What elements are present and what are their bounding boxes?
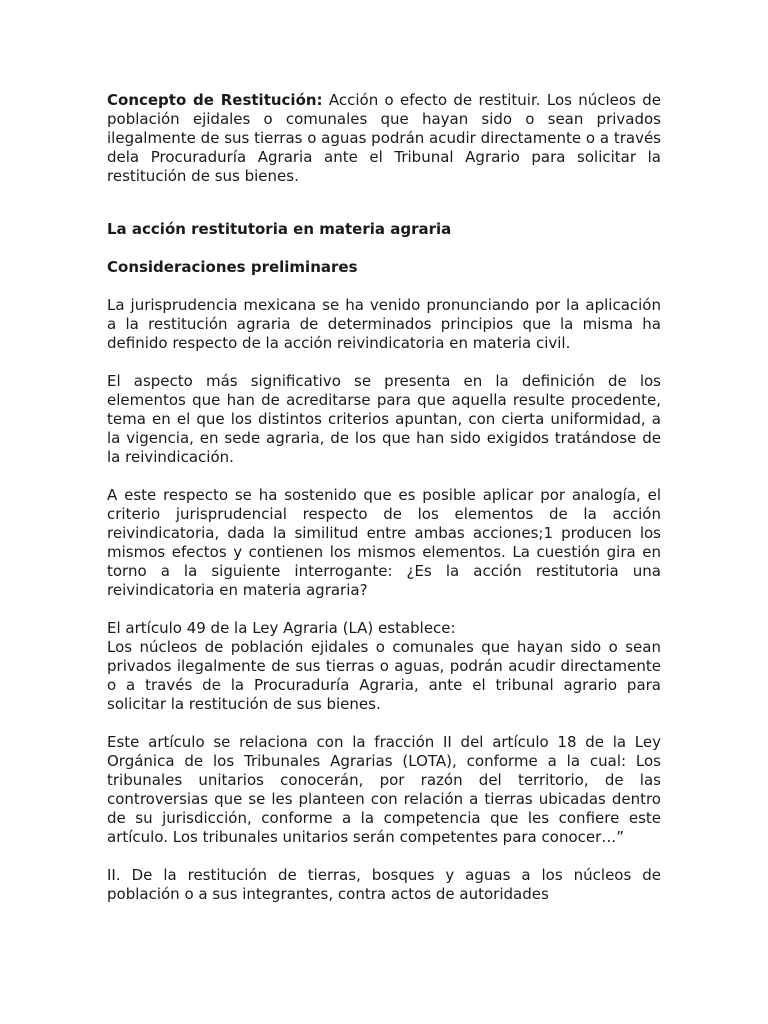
- intro-text: Acción o efecto de restituir. Los núcleos de población ejidales o comunales que hayan sido o sean privados ilegalmente de sus tierras o aguas podrán acudir directamente o a través dela Procuraduría Agraria ante el Tribunal Agrario para solicitar la restitución de sus bienes.: [107, 91, 661, 185]
- quoted-article: Los núcleos de población ejidales o comunales que hayan sido o sean privados ilegalmente de sus tierras o aguas, podrán acudir directamente o a través de la Procuraduría Agraria, ante el tribunal agrario para solicitar la restitución de sus bienes.: [107, 638, 661, 713]
- section-title: La acción restitutoria en materia agraria: [107, 220, 452, 238]
- intro-paragraph: [107, 91, 661, 186]
- paragraph: El aspecto más significativo se presenta en la definición de los elementos que han de acreditarse para que aquella resulte procedente, tema en el que los distintos criterios apuntan, con cierta uniformidad, a la vigencia, en sede agraria, de los que han sido exigidos tratándose de la reivindicación.: [107, 372, 661, 466]
- paragraph: A este respecto se ha sostenido que es posible aplicar por analogía, el criterio jurisprudencial respecto de los elementos de la acción reivindicatoria, dada la similitud entre ambas acciones;1 producen los mismos efectos y contienen los mismos elementos. La cuestión gira en torno a la siguiente interrogante: ¿Es la acción restitutoria una reivindicatoria en materia agraria?: [107, 486, 661, 599]
- intro-term: Concepto de Restitución:: [107, 91, 323, 109]
- paragraph: El artículo 49 de la Ley Agraria (LA) establece:: [107, 619, 456, 637]
- paragraph: Este artículo se relaciona con la fracción II del artículo 18 de la Ley Orgánica de los Tribunales Agrarias (LOTA), conforme a la cual: Los tribunales unitarios conocerán, por razón del territorio, de las controversias que se les planteen con relación a tierras ubicadas dentro de su jurisdicción, conforme a la competencia que les confiere este artículo. Los tribunales unitarios serán competentes para conocer…”: [107, 733, 661, 846]
- subsection-title: Consideraciones preliminares: [107, 258, 358, 276]
- paragraph: II. De la restitución de tierras, bosques y aguas a los núcleos de población o a sus integrantes, contra actos de autoridades: [107, 866, 661, 903]
- paragraph: La jurisprudencia mexicana se ha venido pronunciando por la aplicación a la restitución agraria de determinados principios que la misma ha definido respecto de la acción reivindicatoria en materia civil.: [107, 296, 661, 352]
